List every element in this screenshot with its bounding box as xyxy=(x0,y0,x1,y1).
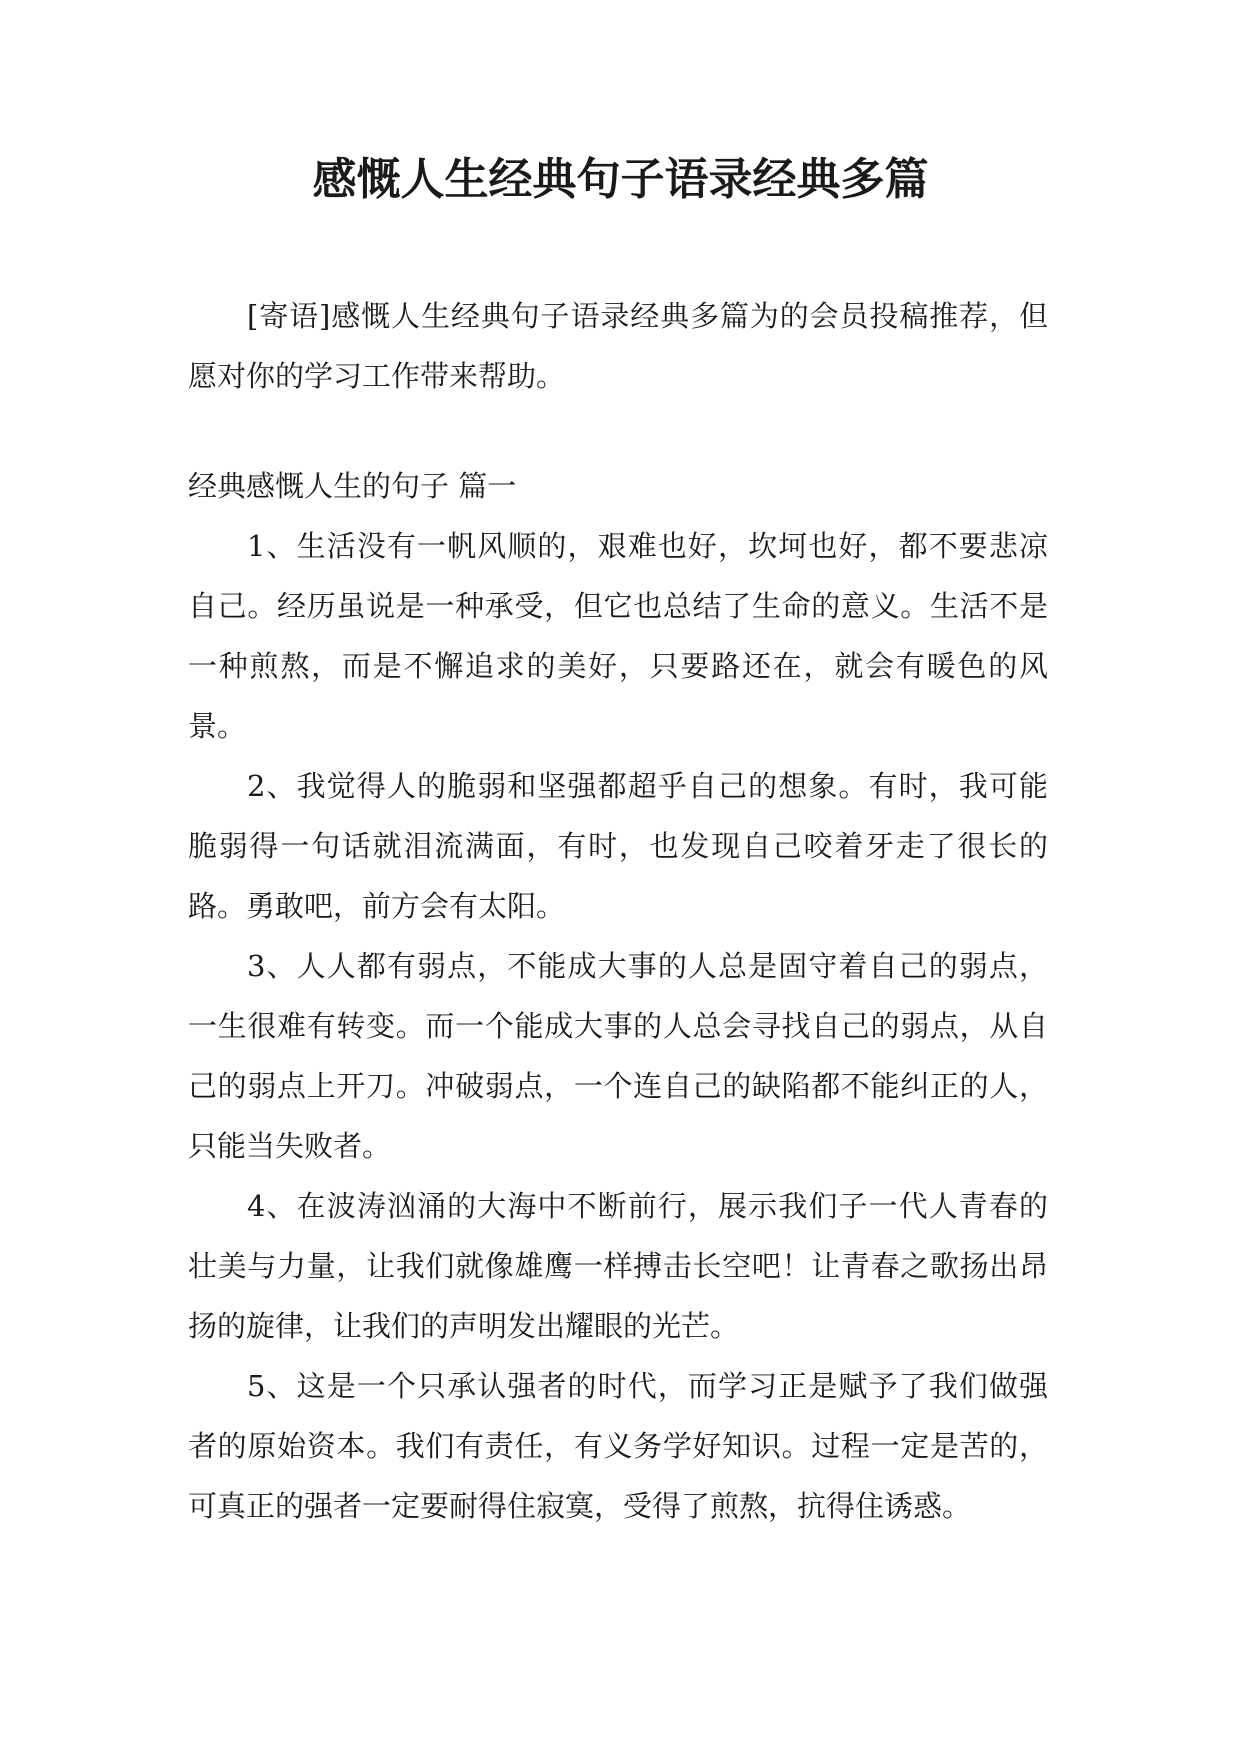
list-item: 4、在波涛汹涌的大海中不断前行，展示我们子一代人青春的壮美与力量，让我们就像雄鹰一样搏击长空吧！让青春之歌扬出昂扬的旋律，让我们的声明发出耀眼的光芒。 xyxy=(188,1189,1048,1343)
intro-paragraph: [寄语]感慨人生经典句子语录经典多篇为的会员投稿推荐，但愿对你的学习工作带来帮助。 xyxy=(188,299,1048,393)
list-item: 5、这是一个只承认强者的时代，而学习正是赋予了我们做强者的原始资本。我们有责任，有义务学好知识。过程一定是苦的，可真正的强者一定要耐得住寂寞，受得了煎熬，抗得住诱惑。 xyxy=(188,1369,1048,1523)
list-item: 1、生活没有一帆风顺的，艰难也好，坎坷也好，都不要悲凉自己。经历虽说是一种承受，但它也总结了生命的意义。生活不是一种煎熬，而是不懈追求的美好，只要路还在，就会有暖色的风景。 xyxy=(188,529,1048,743)
list-item: 2、我觉得人的脆弱和坚强都超乎自己的想象。有时，我可能脆弱得一句话就泪流满面，有时，也发现自己咬着牙走了很长的路。勇敢吧，前方会有太阳。 xyxy=(188,769,1048,923)
list-item: 3、人人都有弱点，不能成大事的人总是固守着自己的弱点，一生很难有转变。而一个能成大事的人总会寻找自己的弱点，从自己的弱点上开刀。冲破弱点，一个连自己的缺陷都不能纠正的人，只能当失败者。 xyxy=(188,949,1048,1163)
section-heading: 经典感慨人生的句子 篇一 xyxy=(188,469,517,503)
page-title: 感慨人生经典句子语录经典多篇 xyxy=(312,154,929,205)
quote-list xyxy=(188,516,1048,1536)
